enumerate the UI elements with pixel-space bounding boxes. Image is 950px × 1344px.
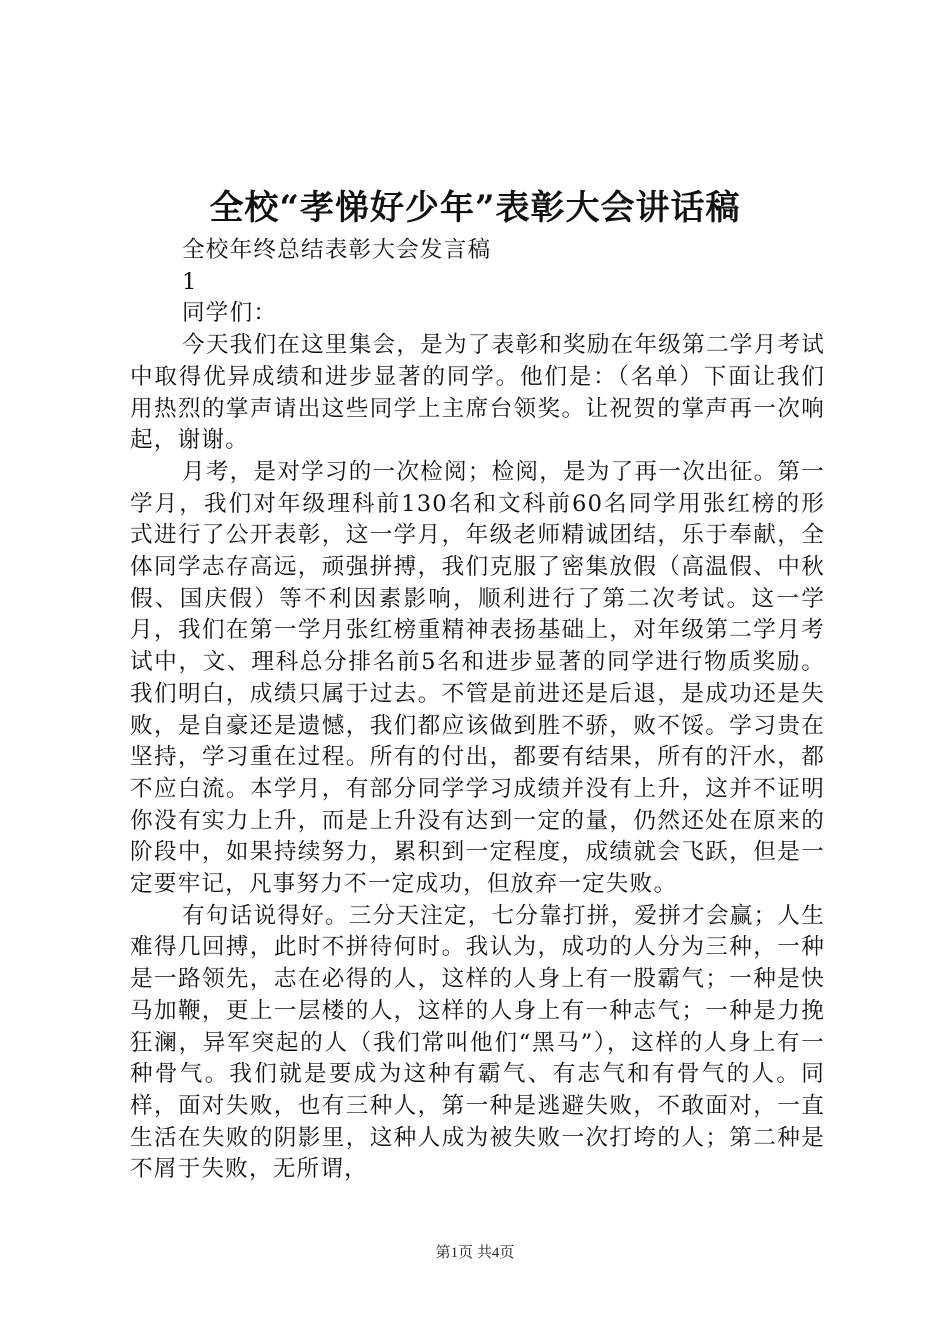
document-title: 全校“孝悌好少年”表彰大会讲话稿: [209, 188, 741, 228]
document-subtitle: 全校年终总结表彰大会发言稿: [182, 237, 492, 263]
page-footer: 第1页 共4页: [435, 1245, 515, 1261]
document-number: 1: [182, 268, 198, 295]
document-body: [130, 235, 825, 1186]
paragraph-2: 月考，是对学习的一次检阅；检阅，是为了再一次出征。第一学月，我们对年级理科前130名和文科前60名同学用张红榜的形式进行了公开表彰，这一学月，年级老师精诚团结，乐于奉献，全体同学志存高远，顽强拼搏，我们克服了密集放假（高温假、中秋假、国庆假）等不利因素影响，顺利进行了第二次考试。这一学月，我们在第一学月张红榜重精神表扬基础上，对年级第二学月考试中，文、理科总分排名前5名和进步显著的同学进行物质奖励。我们明白，成绩只属于过去。不管是前进还是后退，是成功还是失败，是自豪还是遗憾，我们都应该做到胜不骄，败不馁。学习贵在坚持，学习重在过程。所有的付出，都要有结果，所有的汗水，都不应白流。本学月，有部分同学学习成绩并没有上升，这并不证明你没有实力上升，而是上升没有达到一定的量，仍然还处在原来的阶段中，如果持续努力，累积到一定程度，成绩就会飞跃，但是一定要牢记，凡事努力不一定成功，但放弃一定失败。: [130, 458, 825, 898]
paragraph-3: 有句话说得好。三分天注定，七分靠打拼，爱拼才会赢；人生难得几回搏，此时不拼待何时。我认为，成功的人分为三种，一种是一路领先，志在必得的人，这样的人身上有一股霸气；一种是快马加鞭，更上一层楼的人，这样的人身上有一种志气；一种是力挽狂澜，异军突起的人（我们常叫他们“黑马”），这样的人身上有一种骨气。我们就是要成为这种有霸气、有志气和有骨气的人。同样，面对失败，也有三种人，第一种是逃避失败，不敢面对，一直生活在失败的阴影里，这种人成为被失败一次打垮的人；第二种是不屑于失败，无所谓，: [130, 902, 825, 1183]
salutation: 同学们：: [182, 300, 278, 327]
paragraph-1: 今天我们在这里集会，是为了表彰和奖励在年级第二学月考试中取得优异成绩和进步显著的同学。他们是：（名单）下面让我们用热烈的掌声请出这些同学上主席台领奖。让祝贺的掌声再一次响起，谢谢。: [130, 332, 825, 454]
